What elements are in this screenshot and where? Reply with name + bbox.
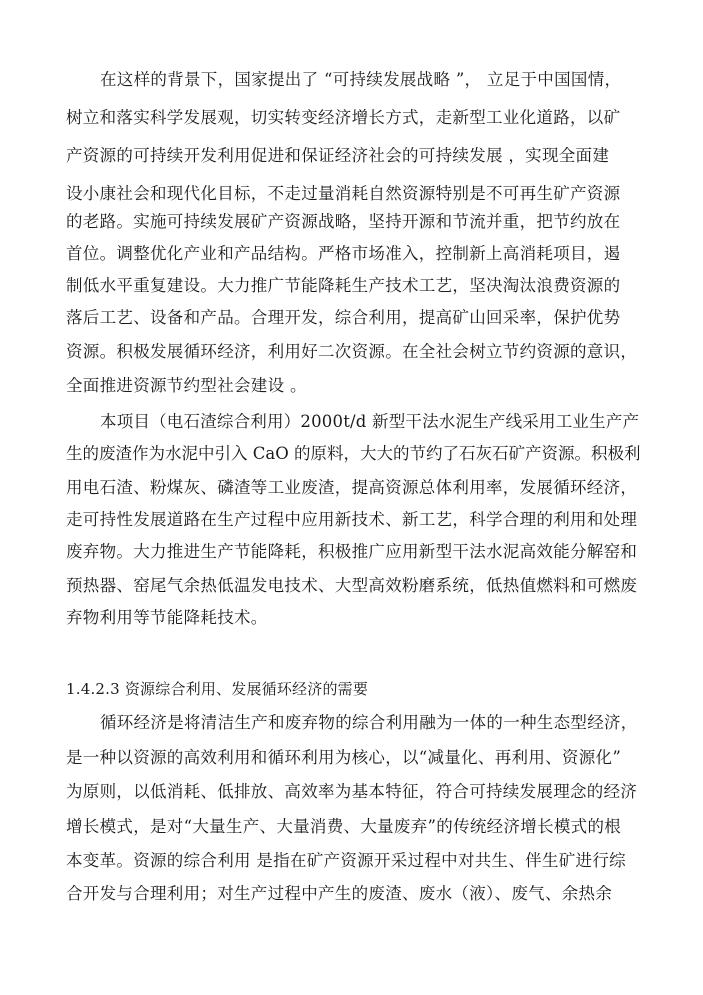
paragraph-1-line-2: 树立和落实科学发展观，切实转变经济增长方式，走新型工业化道路，以矿: [66, 108, 621, 127]
paragraph-1-line-5: 的老路。实施可持续发展矿产资源战略，坚持开源和节流并重，把节约放在: [66, 212, 621, 231]
paragraph-3-line-4: 增长模式，是对“大量生产、大量消费、大量废弃”的传统经济增长模式的根: [66, 817, 622, 836]
paragraph-1-line-8: 落后工艺、设备和产品。合理开发，综合利用，提高矿山回采率，保护优势: [66, 308, 621, 327]
paragraph-3-line-3: 为原则，以低消耗、低排放、高效率为基本特征，符合可持续发展理念的经济: [66, 782, 638, 801]
paragraph-1-line-4: 设小康社会和现代化目标，不走过量消耗自然资源特别是不可再生矿产资源: [66, 184, 621, 203]
paragraph-2-line-6: 预热器、窑尾气余热低温发电技术、大型高效粉磨系统，低热值燃料和可燃废: [66, 576, 638, 595]
paragraph-2-line-3: 用电石渣、粉煤灰、磷渣等工业废渣，提高资源总体利用率，发展循环经济，: [66, 478, 638, 497]
paragraph-1-line-7: 制低水平重复建设。大力推广节能降耗生产技术工艺，坚决淘汰浪费资源的: [66, 276, 621, 295]
paragraph-2-line-7: 弃物利用等节能降耗技术。: [66, 608, 268, 627]
paragraph-1-line-9: 资源。积极发展循环经济，利用好二次资源。在全社会树立节约资源的意识，: [66, 342, 638, 361]
paragraph-2-line-4: 走可持性发展道路在生产过程中应用新技术、新工艺，科学合理的利用和处理: [66, 510, 638, 529]
paragraph-2-line-2: 生的废渣作为水泥中引入 CaO 的原料，大大的节约了石灰石矿产资源。积极利: [66, 444, 641, 463]
paragraph-3-line-2: 是一种以资源的高效利用和循环利用为核心，以“减量化、再利用、资源化”: [66, 748, 622, 767]
paragraph-2-line-1: 本项目（电石渣综合利用）2000t/d 新型干法水泥生产线采用工业生产产: [100, 412, 640, 431]
paragraph-1-line-1: 在这样的背景下，国家提出了 “可持续发展战略 ”， 立足于中国国情，: [100, 70, 622, 89]
paragraph-1-line-3: 产资源的可持续开发利用促进和保证经济社会的可持续发展 ，实现全面建: [66, 146, 610, 165]
paragraph-3-line-1: 循环经济是将清洁生产和废弃物的综合利用融为一体的一种生态型经济，: [100, 713, 638, 732]
paragraph-3-line-6: 合开发与合理利用；对生产过程中产生的废渣、废水（液）、废气、余热余: [66, 884, 613, 903]
paragraph-3-line-5: 本变革。资源的综合利用 是指在矿产资源开采过程中对共生、伴生矿进行综: [66, 851, 626, 870]
section-heading: 1.4.2.3 资源综合利用、发展循环经济的需要: [66, 680, 369, 698]
paragraph-1-line-10: 全面推进资源节约型社会建设 。: [66, 376, 307, 395]
paragraph-2-line-5: 废弃物。大力推进生产节能降耗，积极推广应用新型干法水泥高效能分解窑和: [66, 542, 638, 561]
paragraph-1-line-6: 首位。调整优化产业和产品结构。严格市场准入，控制新上高消耗项目，遏: [66, 244, 621, 263]
